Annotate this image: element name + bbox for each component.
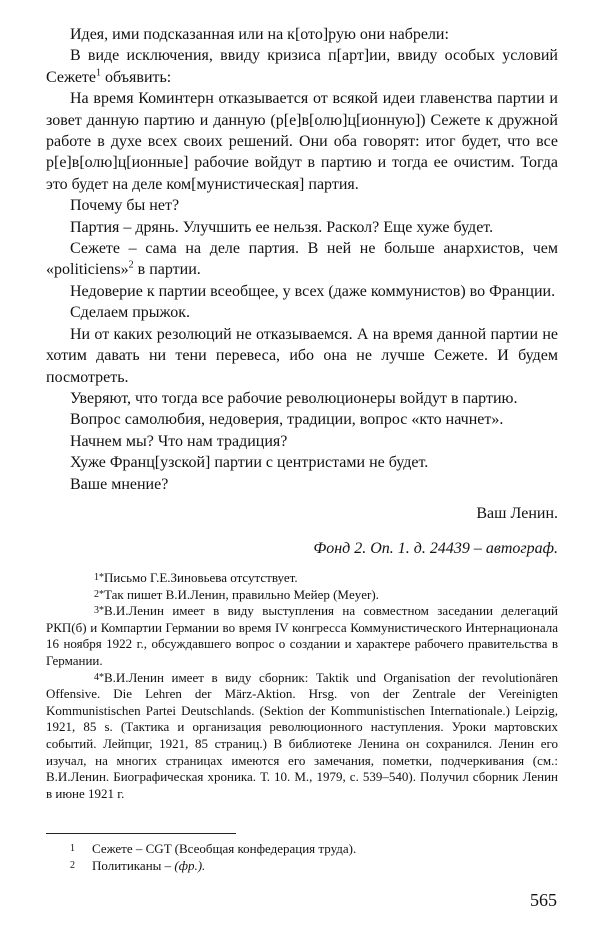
letter-paragraph: Начнем мы? Что нам традиция? xyxy=(70,432,288,450)
footnote xyxy=(46,840,558,857)
footnote-italic: (фр.). xyxy=(174,858,206,873)
letter-paragraph: Почему бы нет? xyxy=(70,197,180,215)
letter-paragraph: Ни от каких резолюций не отказываемся. А на время данной партии не хотим давать ни тени перевеса, ибо она не лучше Сежете. И будем посмотреть. xyxy=(46,325,558,386)
archive-reference: Фонд 2. Оп. 1. д. 24439 – автограф. xyxy=(313,540,558,558)
note-text: В.И.Ленин имеет в виду сборник: Taktik und Organisation der revolutionären Offensive. Die Lehren der März-Aktion. Hrsg. von der Zentrale der Vereinigten Kommunistischen Partei Deutschlands. (Sektion der Kommunistischen Internationale.) Leipzig, 1921, 85 s. (Тактика и организация революционного наступления. Уроки мартовских событий. Лейпциг, 1921, 85 страниц.) В библиотеке Ленина он сохранился. Ленин его изучал, на многих страницах имеются его замечания, пометки, подчеркивания (см.: В.И.Ленин. Биографическая хроника. Т. 10. М., 1979, с. 539–540). Получил сборник Ленин в июне 1921 г. xyxy=(46,669,558,801)
footnote xyxy=(46,857,558,874)
editor-note xyxy=(46,670,558,803)
letter-paragraph: Хуже Франц[узской] партии с центристами не будет. xyxy=(70,454,429,472)
note-mark: 2* xyxy=(94,588,104,600)
letter-paragraph: Недоверие к партии всеобщее, у всех (даже коммунистов) во Франции. xyxy=(70,282,556,300)
editor-note xyxy=(46,603,558,669)
signature: Ваш Ленин. xyxy=(476,504,558,522)
footnote-text: Сежете – CGT (Всеобщая конфедерация труда). xyxy=(92,841,357,856)
footnote-ref: 2 xyxy=(128,260,134,272)
footnote-mark: 1 xyxy=(70,843,75,854)
letter-paragraph: Сделаем прыжок. xyxy=(70,304,190,322)
letter-text: Сежете – сама на деле партия. В ней не больше анархистов, чем «politiciens» xyxy=(46,240,558,279)
letter-paragraph: Уверяют, что тогда все рабочие революционеры войдут в партию. xyxy=(70,389,518,407)
editor-note xyxy=(46,570,558,587)
editor-note xyxy=(46,587,558,604)
page-number: 565 xyxy=(530,890,557,910)
letter-body xyxy=(46,24,558,560)
letter-paragraph xyxy=(46,238,558,281)
footnote-ref: 1 xyxy=(96,67,102,79)
letter-paragraph: Партия – дрянь. Улучшить ее нельзя. Раскол? Еще хуже будет. xyxy=(70,218,494,236)
note-mark: 4* xyxy=(94,671,104,683)
letter-text: В виде исключения, ввиду кризиса п[арт]ии, ввиду особых условий Сежете xyxy=(46,47,558,86)
editor-notes xyxy=(46,570,558,802)
footnotes xyxy=(46,840,558,874)
letter-text: в партии. xyxy=(133,261,201,279)
letter-paragraph xyxy=(46,45,558,88)
note-mark: 1* xyxy=(94,572,104,583)
note-text: Так пишет В.И.Ленин, правильно Мейер (Meyer). xyxy=(104,586,379,602)
footnote-text: Политиканы – xyxy=(92,858,175,873)
note-mark: 3* xyxy=(94,605,104,617)
letter-paragraph: Идея, ими подсказанная или на к[ото]рую они набрели: xyxy=(70,26,449,43)
letter-paragraph: Вопрос самолюбия, недоверия, традиции, вопрос «кто начнет». xyxy=(70,411,504,429)
note-text: Письмо Г.Е.Зиновьева отсутствует. xyxy=(104,570,298,585)
letter-text: объявить: xyxy=(101,68,172,86)
letter-paragraph: На время Коминтерн отказывается от всякой идеи главенства партии и зовет данную партию и данную (р[е]в[олю]ц[ионную]) Сежете к дружной работе в духе всех своих решений. Они оба говорят: итог будет, что все р[е]в[олю]ц[ионные] рабочие войдут в партию и тогда ее очистим. Тогда это будет на деле ком[мунистическая] партия. xyxy=(46,90,558,193)
footnote-mark: 2 xyxy=(70,860,75,871)
note-text: В.И.Ленин имеет в виду выступления на совместном заседании делегаций РКП(б) и Компартии Германии во время IV конгресса Коммунистического Интернационала 16 ноября 1922 г., обсуждавшего вопрос о создании и характере рабочего правительства в Германии. xyxy=(46,603,558,668)
footnote-divider xyxy=(46,833,236,834)
letter-paragraph: Ваше мнение? xyxy=(70,475,169,493)
